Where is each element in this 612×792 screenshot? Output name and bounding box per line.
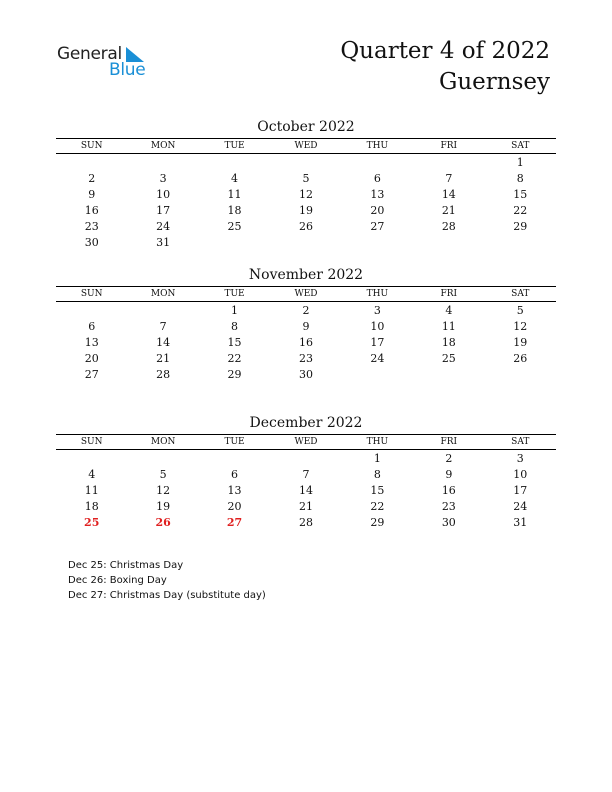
day-cell: 26 bbox=[298, 219, 313, 233]
day-cell: 9 bbox=[302, 319, 310, 333]
empty-day-cell bbox=[342, 366, 413, 382]
day-cell: 17 bbox=[156, 203, 171, 217]
day-cell: 30 bbox=[298, 367, 313, 381]
day-cell: 24 bbox=[156, 219, 171, 233]
week-row bbox=[56, 170, 556, 186]
day-cell: 8 bbox=[516, 171, 524, 185]
day-cell: 13 bbox=[370, 187, 385, 201]
day-cell: 12 bbox=[156, 483, 171, 497]
day-cell: 27 bbox=[370, 219, 385, 233]
weekday-header: TUE bbox=[199, 435, 270, 450]
day-cell: 2 bbox=[88, 171, 96, 185]
weekday-header-row bbox=[56, 287, 556, 302]
week-row bbox=[56, 334, 556, 350]
empty-day-cell bbox=[342, 234, 413, 250]
month-calendar-december bbox=[56, 414, 556, 530]
day-cell: 20 bbox=[84, 351, 99, 365]
day-cell: 9 bbox=[88, 187, 96, 201]
day-cell: 29 bbox=[370, 515, 385, 529]
day-cell: 30 bbox=[84, 235, 99, 249]
week-row bbox=[56, 366, 556, 382]
weekday-header: MON bbox=[127, 139, 198, 154]
day-cell: 28 bbox=[298, 515, 313, 529]
day-cell: 4 bbox=[445, 303, 453, 317]
weekday-header: THU bbox=[342, 287, 413, 302]
day-cell: 29 bbox=[227, 367, 242, 381]
day-cell: 28 bbox=[156, 367, 171, 381]
day-cell: 22 bbox=[513, 203, 528, 217]
generalblue-logo[interactable] bbox=[57, 44, 157, 84]
day-cell: 7 bbox=[159, 319, 167, 333]
day-cell: 1 bbox=[231, 303, 239, 317]
day-cell: 16 bbox=[441, 483, 456, 497]
weekday-header: THU bbox=[342, 435, 413, 450]
empty-day-cell bbox=[56, 450, 127, 467]
day-cell: 31 bbox=[513, 515, 528, 529]
empty-day-cell bbox=[342, 154, 413, 171]
holiday-day-cell: 25 bbox=[84, 515, 100, 529]
day-cell: 10 bbox=[513, 467, 528, 481]
day-cell: 2 bbox=[302, 303, 310, 317]
day-cell: 15 bbox=[513, 187, 528, 201]
empty-day-cell bbox=[485, 234, 556, 250]
day-cell: 16 bbox=[84, 203, 99, 217]
calendar-grid bbox=[56, 138, 556, 250]
empty-day-cell bbox=[270, 234, 341, 250]
day-cell: 3 bbox=[373, 303, 381, 317]
weekday-header: TUE bbox=[199, 287, 270, 302]
day-cell: 16 bbox=[298, 335, 313, 349]
week-row bbox=[56, 218, 556, 234]
empty-day-cell bbox=[413, 234, 484, 250]
week-row bbox=[56, 498, 556, 514]
day-cell: 20 bbox=[227, 499, 242, 513]
day-cell: 7 bbox=[302, 467, 310, 481]
weekday-header: WED bbox=[270, 435, 341, 450]
day-cell: 20 bbox=[370, 203, 385, 217]
holiday-notes bbox=[68, 558, 266, 603]
empty-day-cell bbox=[413, 154, 484, 171]
week-row bbox=[56, 154, 556, 171]
week-row bbox=[56, 350, 556, 366]
month-title: November 2022 bbox=[248, 267, 364, 283]
empty-day-cell bbox=[127, 302, 198, 319]
day-cell: 11 bbox=[227, 187, 242, 201]
day-cell: 18 bbox=[441, 335, 456, 349]
empty-day-cell bbox=[127, 450, 198, 467]
weekday-header: SAT bbox=[485, 287, 556, 302]
weekday-header: SUN bbox=[56, 139, 127, 154]
weekday-header: WED bbox=[270, 287, 341, 302]
day-cell: 1 bbox=[373, 451, 381, 465]
weekday-header: MON bbox=[127, 435, 198, 450]
day-cell: 9 bbox=[445, 467, 453, 481]
day-cell: 2 bbox=[445, 451, 453, 465]
day-cell: 18 bbox=[227, 203, 242, 217]
calendar-grid bbox=[56, 434, 556, 530]
day-cell: 5 bbox=[516, 303, 524, 317]
day-cell: 15 bbox=[227, 335, 242, 349]
day-cell: 14 bbox=[441, 187, 456, 201]
day-cell: 13 bbox=[227, 483, 242, 497]
holiday-note: Dec 25: Christmas Day bbox=[68, 560, 184, 571]
day-cell: 13 bbox=[84, 335, 99, 349]
day-cell: 26 bbox=[513, 351, 528, 365]
day-cell: 10 bbox=[156, 187, 171, 201]
weekday-header: SAT bbox=[485, 139, 556, 154]
day-cell: 21 bbox=[156, 351, 171, 365]
empty-day-cell bbox=[199, 234, 270, 250]
empty-day-cell bbox=[127, 154, 198, 171]
day-cell: 22 bbox=[370, 499, 385, 513]
weekday-header-row bbox=[56, 139, 556, 154]
day-cell: 14 bbox=[156, 335, 171, 349]
day-cell: 19 bbox=[298, 203, 313, 217]
day-cell: 28 bbox=[441, 219, 456, 233]
week-row bbox=[56, 234, 556, 250]
week-row bbox=[56, 482, 556, 498]
day-cell: 8 bbox=[231, 319, 239, 333]
day-cell: 3 bbox=[516, 451, 524, 465]
day-cell: 10 bbox=[370, 319, 385, 333]
week-row bbox=[56, 302, 556, 319]
day-cell: 21 bbox=[298, 499, 313, 513]
week-row bbox=[56, 202, 556, 218]
month-calendar-november bbox=[56, 266, 556, 382]
day-cell: 6 bbox=[373, 171, 381, 185]
day-cell: 24 bbox=[370, 351, 385, 365]
day-cell: 6 bbox=[88, 319, 96, 333]
day-cell: 25 bbox=[441, 351, 456, 365]
day-cell: 7 bbox=[445, 171, 453, 185]
week-row bbox=[56, 318, 556, 334]
page-header bbox=[340, 36, 550, 98]
weekday-header-row bbox=[56, 435, 556, 450]
empty-day-cell bbox=[199, 450, 270, 467]
empty-day-cell bbox=[56, 154, 127, 171]
day-cell: 30 bbox=[441, 515, 456, 529]
day-cell: 17 bbox=[370, 335, 385, 349]
day-cell: 5 bbox=[159, 467, 167, 481]
month-title: December 2022 bbox=[249, 415, 363, 431]
weekday-header: THU bbox=[342, 139, 413, 154]
week-row bbox=[56, 514, 556, 530]
week-row bbox=[56, 450, 556, 467]
day-cell: 23 bbox=[84, 219, 99, 233]
logo-text-blue: Blue bbox=[109, 60, 146, 80]
day-cell: 24 bbox=[513, 499, 528, 513]
empty-day-cell bbox=[199, 154, 270, 171]
page-title: Quarter 4 of 2022 bbox=[340, 38, 550, 64]
calendar-grid bbox=[56, 286, 556, 382]
page-subtitle: Guernsey bbox=[438, 69, 550, 95]
day-cell: 1 bbox=[516, 155, 524, 169]
weekday-header: FRI bbox=[413, 287, 484, 302]
day-cell: 11 bbox=[441, 319, 456, 333]
weekday-header: SUN bbox=[56, 435, 127, 450]
holiday-day-cell: 27 bbox=[226, 515, 243, 529]
weekday-header: TUE bbox=[199, 139, 270, 154]
empty-day-cell bbox=[485, 366, 556, 382]
day-cell: 17 bbox=[513, 483, 528, 497]
empty-day-cell bbox=[56, 302, 127, 319]
day-cell: 5 bbox=[302, 171, 310, 185]
day-cell: 4 bbox=[231, 171, 239, 185]
holiday-note: Dec 26: Boxing Day bbox=[68, 575, 167, 586]
day-cell: 22 bbox=[227, 351, 242, 365]
day-cell: 6 bbox=[231, 467, 239, 481]
day-cell: 25 bbox=[227, 219, 242, 233]
day-cell: 31 bbox=[156, 235, 171, 249]
weekday-header: FRI bbox=[413, 435, 484, 450]
week-row bbox=[56, 466, 556, 482]
day-cell: 19 bbox=[156, 499, 171, 513]
weekday-header: WED bbox=[270, 139, 341, 154]
empty-day-cell bbox=[270, 450, 341, 467]
holiday-day-cell: 26 bbox=[155, 515, 171, 529]
weekday-header: FRI bbox=[413, 139, 484, 154]
empty-day-cell bbox=[270, 154, 341, 171]
day-cell: 12 bbox=[513, 319, 528, 333]
month-calendar-october bbox=[56, 118, 556, 250]
day-cell: 8 bbox=[373, 467, 381, 481]
day-cell: 4 bbox=[88, 467, 96, 481]
day-cell: 11 bbox=[84, 483, 99, 497]
holiday-note: Dec 27: Christmas Day (substitute day) bbox=[68, 590, 266, 601]
month-title: October 2022 bbox=[257, 119, 355, 135]
weekday-header: SUN bbox=[56, 287, 127, 302]
day-cell: 23 bbox=[298, 351, 313, 365]
day-cell: 3 bbox=[159, 171, 167, 185]
day-cell: 12 bbox=[298, 187, 313, 201]
day-cell: 21 bbox=[441, 203, 456, 217]
logo-text-general: General bbox=[57, 44, 122, 64]
weekday-header: SAT bbox=[485, 435, 556, 450]
day-cell: 14 bbox=[298, 483, 313, 497]
day-cell: 29 bbox=[513, 219, 528, 233]
week-row bbox=[56, 186, 556, 202]
day-cell: 15 bbox=[370, 483, 385, 497]
day-cell: 23 bbox=[441, 499, 456, 513]
day-cell: 27 bbox=[84, 367, 99, 381]
weekday-header: MON bbox=[127, 287, 198, 302]
day-cell: 19 bbox=[513, 335, 528, 349]
empty-day-cell bbox=[413, 366, 484, 382]
day-cell: 18 bbox=[84, 499, 99, 513]
